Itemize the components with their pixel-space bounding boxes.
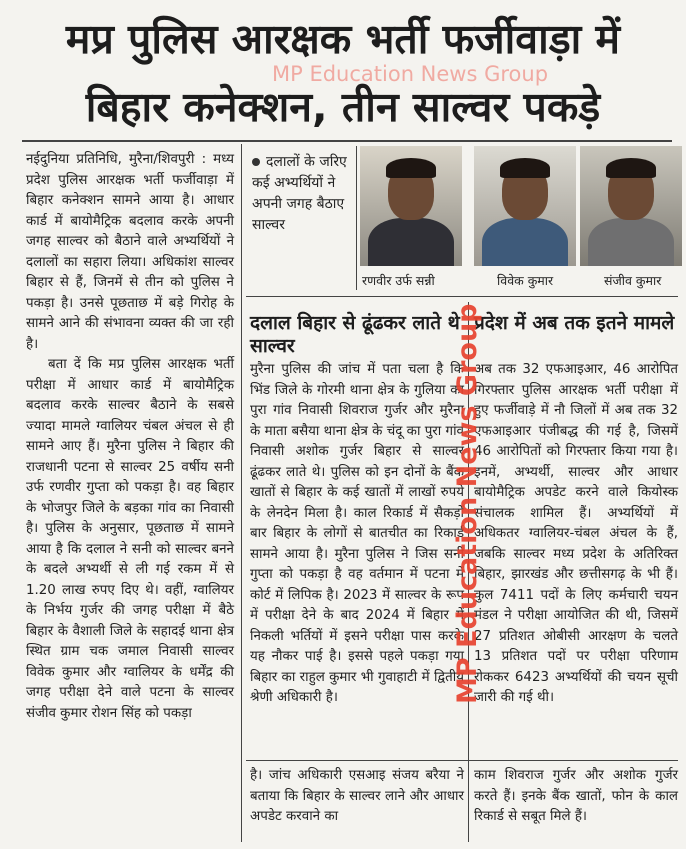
- suspect-photo-2: [474, 146, 576, 266]
- suspect-photo-3: [580, 146, 682, 266]
- photo-caption-3: संजीव कुमार: [604, 273, 662, 288]
- divider-top: [22, 140, 672, 142]
- subheading-cases: प्रदेश में अब तक इतने मामले: [474, 312, 675, 334]
- suspect-photo-1: [360, 146, 462, 266]
- person-body: [588, 218, 674, 266]
- person-hair: [606, 158, 656, 178]
- photo-caption-1: रणवीर उर्फ सन्नी: [362, 273, 435, 288]
- divider-callout: [356, 146, 357, 290]
- photo-caption-2: विवेक कुमार: [497, 273, 554, 288]
- headline-line-2: बिहार कनेक्शन, तीन साल्वर पकड़े: [85, 83, 601, 131]
- watermark-vertical: MP Education News Group: [452, 303, 483, 704]
- paragraph-2: बता दें कि मप्र पुलिस आरक्षक भर्ती परीक्षा में आधार कार्ड में बायोमैट्रिक बदलाव करके साल्वर बैठाने के सबसे ज्यादा मामले ग्वालियर चंबल अंचल से ही सामने आए हैं। मुरैना पुलिस ने बिहार की राजधानी पटना से साल्वर 25 वर्षीय सनी उर्फ रणवीर गुप्ता को पकड़ा है। वह बिहार के भोजपुर जिले के बड़का गांव का निवासी है। पुलिस के अनुसार, पूछताछ में सामने आया है कि दलाल ने सनी को साल्वर बनने के बदले अभ्यर्थी से ली गई रकम में से 1.20 लाख रुपए दिए थे। वहीं, ग्वालियर के निर्भय गुर्जर की जगह परीक्षा में बैठे बिहार के वैशाली जिले के सहादई थाना क्षेत्र स्थित ग्राम चक जमाल निवासी साल्वर विवेक कुमार और ग्वालियर के धर्मेंद्र की जगह परीक्षा देने वाले पटना के साल्वर संजीव कुमार रोशन सिंह को पकड़ा: [26, 357, 234, 721]
- person-body: [482, 218, 568, 266]
- continuation-column-2: है। जांच अधिकारी एसआइ संजय बरैया ने बताया कि बिहार के साल्वर लाने और आधार अपडेट करवाने का: [250, 768, 464, 824]
- callout-text: दलालों के जरिए कई अभ्यर्थियों ने अपनी जगह बैठाए साल्वर: [252, 154, 347, 233]
- paragraph-1: नईदुनिया प्रतिनिधि, मुरैना/शिवपुरी : मध्य प्रदेश पुलिस आरक्षक भर्ती फर्जीवाड़ा में बिहार कनेक्शन सामने आया है। आधार कार्ड में बायोमैट्रिक बदलाव करके अपनी जगह साल्वर को बैठाने वाले अभ्यर्थियों ने दलालों का सहारा लिया। अधिकांश साल्वर बिहार से हैं, जिनमें से तीन को पुलिस ने पकड़ा है। उनसे पूछताछ में बड़े गिरोह के सामने आने की संभावना व्यक्त की जा रही है।: [26, 152, 234, 352]
- headline-line-1: मप्र पुलिस आरक्षक भर्ती फर्जीवाड़ा में: [65, 15, 621, 63]
- bullet-icon: [252, 158, 260, 166]
- article-column-1: [26, 150, 234, 724]
- person-body: [368, 218, 454, 266]
- person-hair: [500, 158, 550, 178]
- divider-bottom: [246, 760, 678, 761]
- continuation-column-3: काम शिवराज गुर्जर और अशोक गुर्जर करते हैं। इनके बैंक खातों, फोन के काल रिकार्ड से सबूत मिले हैं।: [474, 768, 678, 824]
- callout-box: [252, 152, 352, 236]
- paragraph-cases: अब तक 32 एफआइआर, 46 आरोपित गिरफ्तार पुलिस आरक्षक भर्ती परीक्षा में हुए फर्जीवाड़े में नौ जिलों में अब तक 32 एफआइआर पंजीबद्ध की गई है, जिसमें 46 आरोपितों को गिरफ्तार किया गया है। इनमें, अभ्यर्थी, साल्वर और आधार बायोमैट्रिक अपडेट करने वाले कियोस्क संचालक शामिल हैं। अभ्यर्थियों में अधिकतर ग्वालियर-चंबल अंचल के हैं, जबकि साल्वर मध्य प्रदेश के अतिरिक्त बिहार, झारखंड और छत्तीसगढ़ के भी हैं। कुल 7411 पदों के लिए कर्मचारी चयन मंडल ने परीक्षा आयोजित की थी, जिसमें 27 प्रतिशत ओबीसी आरक्षण के चलते 13 प्रतिशत पदों पर परीक्षा परिणाम रोककर 6423 अभ्यर्थियों की चयन सूची जारी की गई थी।: [474, 362, 678, 705]
- person-hair: [386, 158, 436, 178]
- article-column-3: [474, 360, 678, 709]
- article-column-2: [250, 360, 464, 709]
- paragraph-broker: मुरैना पुलिस की जांच में पता चला है कि भिंड जिले के गोरमी थाना क्षेत्र के गुलिया का पुरा गांव निवासी शिवराज गुर्जर और मुरैना के माता बसैया थाना क्षेत्र के चंदू का पुरा गांव निवासी अशोक गुर्जर बिहार से साल्वर ढूंढकर लाते थे। पुलिस को इन दोनों के बैंक खातों से बिहार के कई खातों में लाखों रुपये के लेनदेन मिला है। काल रिकार्ड में सैकड़ों बार बिहार के लोगों से बातचीत का रिकार्ड सामने आया है। मुरैना पुलिस ने जिस सनी गुप्ता को पकड़ा है वह वर्तमान में पटना में कोर्ट में लिपिक है। 2023 में साल्वर के रूप में परीक्षा देने के बाद 2024 में बिहार में निकली भर्तियों में इसने परीक्षा पास करके यह नौकर पाई है। इससे पहले पकड़ा गया बिहार का राहुल कुमार भी गुवाहाटी में द्वितीय श्रेणी अधिकारी है।: [250, 362, 464, 705]
- subheading-broker: दलाल बिहार से ढूंढकर लाते थे साल्वर: [250, 312, 460, 357]
- divider-col1: [241, 144, 242, 842]
- divider-photos: [246, 296, 678, 297]
- watermark-top: MP Education News Group: [272, 62, 549, 86]
